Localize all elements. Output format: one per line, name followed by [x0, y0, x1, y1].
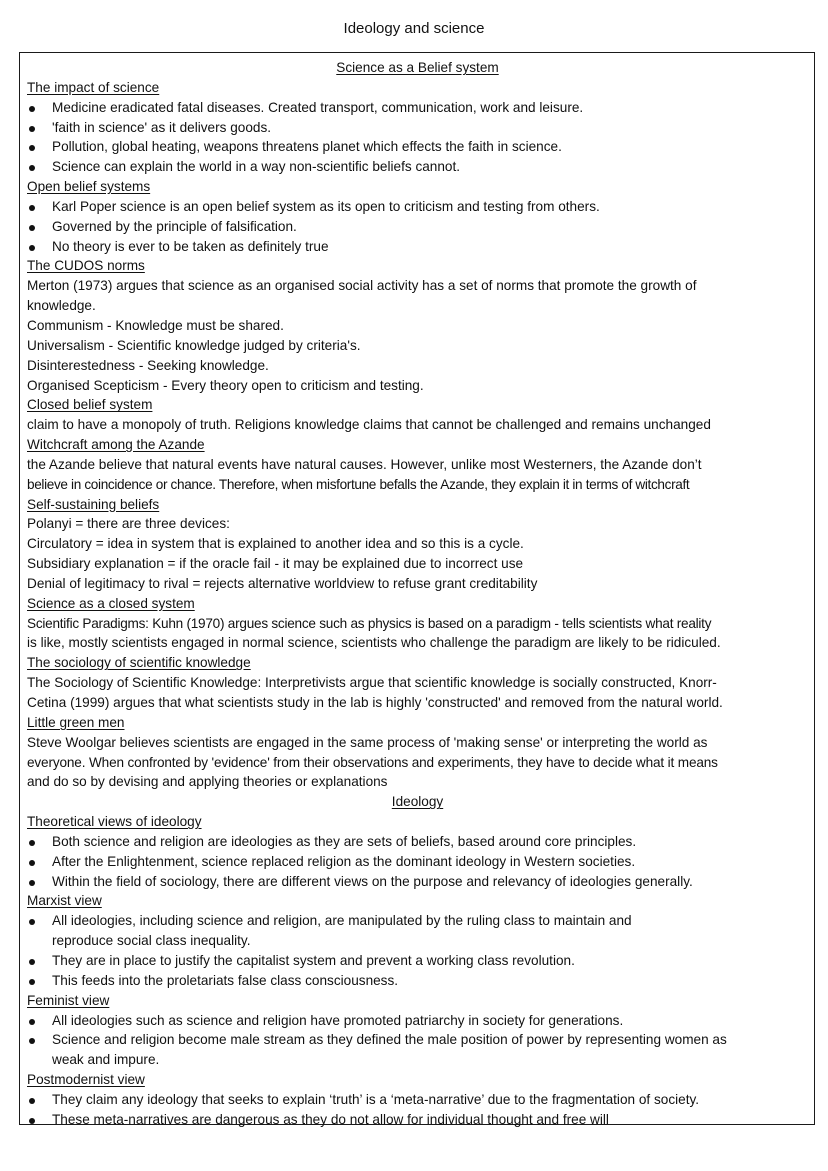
bullet-item: They claim any ideology that seeks to explain ‘truth’ is a ‘meta-narrative’ due to the fragmentation of society.: [27, 1090, 808, 1110]
subheading-impact: The impact of science: [27, 79, 160, 95]
text-line: Cetina (1999) argues that what scientists study in the lab is highly 'constructed' and removed from the natural world.: [27, 695, 723, 710]
text-line: The Sociology of Scientific Knowledge: Interpretivists argue that scientific knowledge is socially constructed, Knorr-: [27, 675, 717, 691]
bullet-item: Governed by the principle of falsification.: [27, 217, 808, 237]
subheading-open-belief: Open belief systems: [27, 179, 151, 195]
text-line: everyone. When confronted by 'evidence' from their observations and experiments, they have to decide what it means: [27, 754, 718, 770]
bullet-item: This feeds into the proletariats false class consciousness.: [27, 971, 808, 991]
subheading-closed-system: Science as a closed system: [27, 595, 195, 611]
text-line: Communism - Knowledge must be shared.: [27, 317, 284, 333]
subheading-marxist: Marxist view: [27, 893, 102, 909]
text-line: Denial of legitimacy to rival = rejects alternative worldview to refuse grant creditability: [27, 575, 538, 591]
bullet-item: Science and religion become male stream as they defined the male position of power by representing women as: [27, 1030, 808, 1050]
text-line: Merton (1973) argues that science as an organised social activity has a set of norms that promote the growth of: [27, 278, 697, 294]
subheading-ssk: The sociology of scientific knowledge: [27, 655, 251, 671]
document-title: Ideology and science: [343, 20, 485, 37]
text-line: claim to have a monopoly of truth. Religions knowledge claims that cannot be challenged and remains unchanged: [27, 417, 711, 433]
text-line: Scientific Paradigms: Kuhn (1970) argues science such as physics is based on a paradigm - tells scientists what reality: [27, 615, 712, 631]
bullet-item: After the Enlightenment, science replaced religion as the dominant ideology in Western societies.: [27, 852, 808, 872]
bullet-item: No theory is ever to be taken as definitely true: [27, 237, 808, 257]
bullet-continuation: weak and impure.: [52, 1052, 160, 1068]
bullet-item: Pollution, global heating, weapons threatens planet which effects the faith in science.: [27, 137, 808, 157]
text-line: Steve Woolgar believes scientists are engaged in the same process of 'making sense' or interpreting the world as: [27, 734, 708, 750]
text-line: Disinterestedness - Seeking knowledge.: [27, 357, 269, 373]
bullet-item: Science can explain the world in a way non-scientific beliefs cannot.: [27, 157, 808, 177]
text-line: knowledge.: [27, 298, 96, 314]
bullet-item: Medicine eradicated fatal diseases. Created transport, communication, work and leisure.: [27, 98, 808, 118]
text-line: Polanyi = there are three devices:: [27, 516, 230, 532]
section-heading-ideology: Ideology: [391, 794, 444, 810]
subheading-azande: Witchcraft among the Azande: [27, 437, 205, 453]
text-line: believe in coincidence or chance. Therefore, when misfortune befalls the Azande, they explain it in terms of witchcraft: [27, 476, 690, 492]
text-line: the Azande believe that natural events have natural causes. However, unlike most Westerners, the Azande don’t: [27, 456, 702, 472]
text-line: and do so by devising and applying theories or explanations: [27, 774, 388, 790]
bullet-continuation: reproduce social class inequality.: [52, 933, 251, 949]
subheading-theoretical: Theoretical views of ideology: [27, 814, 202, 830]
content-frame: [19, 52, 815, 1125]
text-line: Organised Scepticism - Every theory open to criticism and testing.: [27, 377, 424, 393]
bullet-item: Both science and religion are ideologies as they are sets of beliefs, based around core principles.: [27, 832, 808, 852]
bullet-item: They are in place to justify the capitalist system and prevent a working class revolution.: [27, 951, 808, 971]
subheading-closed-belief: Closed belief system: [27, 397, 153, 413]
text-line: Circulatory = idea in system that is explained to another idea and so this is a cycle.: [27, 536, 524, 552]
bullet-item: All ideologies, including science and religion, are manipulated by the ruling class to maintain and: [27, 911, 808, 931]
text-line: is like, mostly scientists engaged in normal science, scientists who challenge the paradigm are likely to be ridiculed.: [27, 635, 721, 651]
bullet-item: 'faith in science' as it delivers goods.: [27, 118, 808, 138]
section-heading-belief-system: Science as a Belief system: [336, 60, 499, 75]
text-line: Universalism - Scientific knowledge judged by criteria's.: [27, 337, 361, 353]
subheading-self-sustaining: Self-sustaining beliefs: [27, 496, 160, 512]
bullet-item: These meta-narratives are dangerous as they do not allow for individual thought and free will: [27, 1110, 808, 1130]
text-line: Subsidiary explanation = if the oracle fail - it may be explained due to incorrect use: [27, 556, 524, 572]
subheading-postmodernist: Postmodernist view: [27, 1072, 145, 1088]
subheading-cudos: The CUDOS norms: [27, 258, 145, 274]
bullet-item: Karl Poper science is an open belief system as its open to criticism and testing from others.: [27, 197, 808, 217]
bullet-item: Within the field of sociology, there are different views on the purpose and relevancy of ideologies generally.: [27, 872, 808, 892]
subheading-green-men: Little green men: [27, 714, 125, 730]
bullet-item: All ideologies such as science and religion have promoted patriarchy in society for generations.: [27, 1011, 808, 1031]
subheading-feminist: Feminist view: [27, 992, 110, 1008]
